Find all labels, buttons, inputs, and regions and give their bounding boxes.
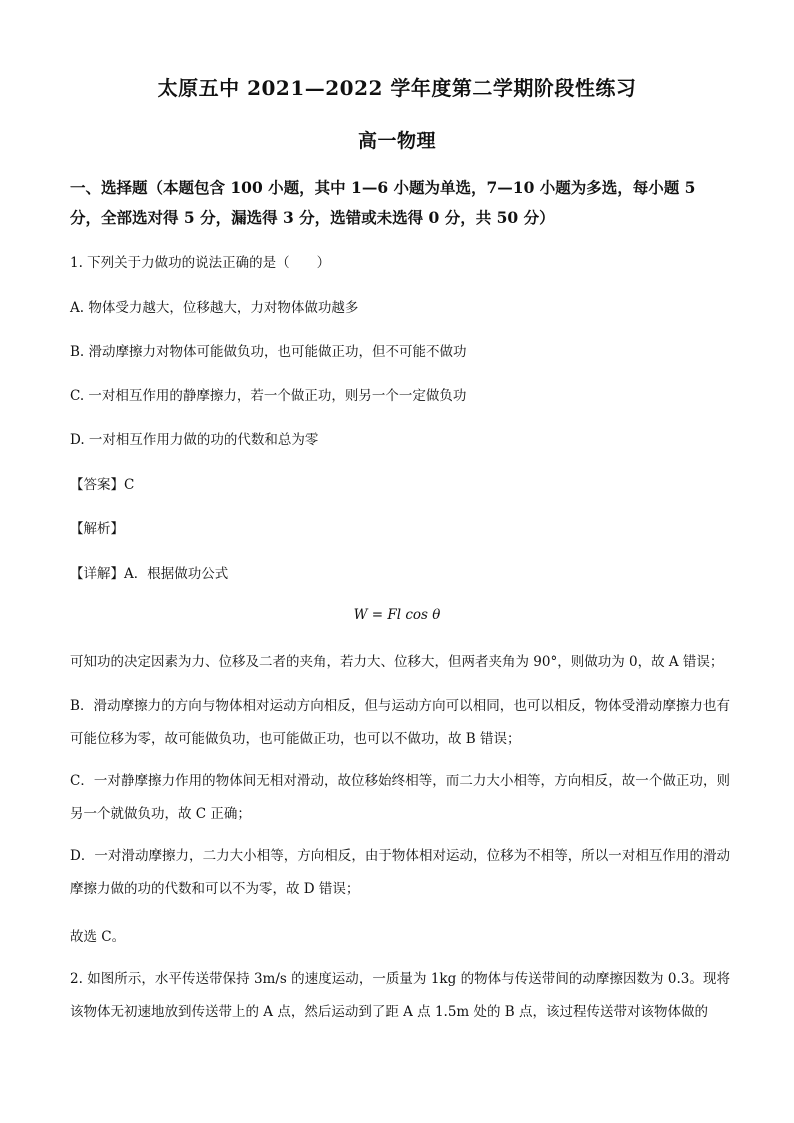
question-1-option-b: B. 滑动摩擦力对物体可能做负功，也可能做正功，但不可能不做功 [70,344,467,360]
question-1-option-d: D. 一对相互作用力做的功的代数和总为零 [70,432,319,448]
section-heading: 一、选择题（本题包含 100 小题，其中 1—6 小题为单选，7—10 小题为多选，每小题 5 分，全部选对得 5 分，漏选得 3 分，选错或未选得 0 分，共 50 分） [70,178,696,227]
conclusion: 故选 C。 [70,929,126,945]
question-1-option-a: A. 物体受力越大，位移越大，力对物体做功越多 [70,300,359,316]
explanation-a: 可知功的决定因素为力、位移及二者的夹角，若力大、位移大，但两者夹角为 90°，则做功为 0，故 A 错误； [70,654,724,670]
question-1-stem: 1. 下列关于力做功的说法正确的是（ ） [70,255,331,271]
detail-intro: 【详解】A．根据做功公式 [70,566,229,582]
answer-label: 【答案】C [70,477,135,493]
explanation-d: D．一对滑动摩擦力，二力大小相等，方向相反，由于物体相对运动，位移为不相等，所以一对相互作用的滑动摩擦力做的功的代数和可以不为零，故 D 错误； [70,848,730,897]
question-2-stem: 2. 如图所示，水平传送带保持 3m/s 的速度运动，一质量为 1kg 的物体与传送带间的动摩擦因数为 0.3。现将该物体无初速地放到传送带上的 A 点，然后运动到了距 A 点 1.5m 处的 B 点，该过程传送带对该物体做的 [70,971,730,1020]
question-1-option-c: C. 一对相互作用的静摩擦力，若一个做正功，则另一个一定做负功 [70,388,467,404]
explanation-c: C．一对静摩擦力作用的物体间无相对滑动，故位移始终相等，而二力大小相等，方向相反，故一个做正功，则另一个就做负功，故 C 正确； [70,773,730,822]
document-subtitle: 高一物理 [357,130,436,152]
analysis-label: 【解析】 [70,521,124,537]
explanation-b: B．滑动摩擦力的方向与物体相对运动方向相反，但与运动方向可以相同，也可以相反，物体受滑动摩擦力也有可能位移为零，故可能做负功，也可能做正功，也可以不做功，故 B 错误； [70,698,730,747]
work-formula: W = Fl cos θ [353,607,441,623]
document-title: 太原五中 2021—2022 学年度第二学期阶段性练习 [157,76,637,100]
